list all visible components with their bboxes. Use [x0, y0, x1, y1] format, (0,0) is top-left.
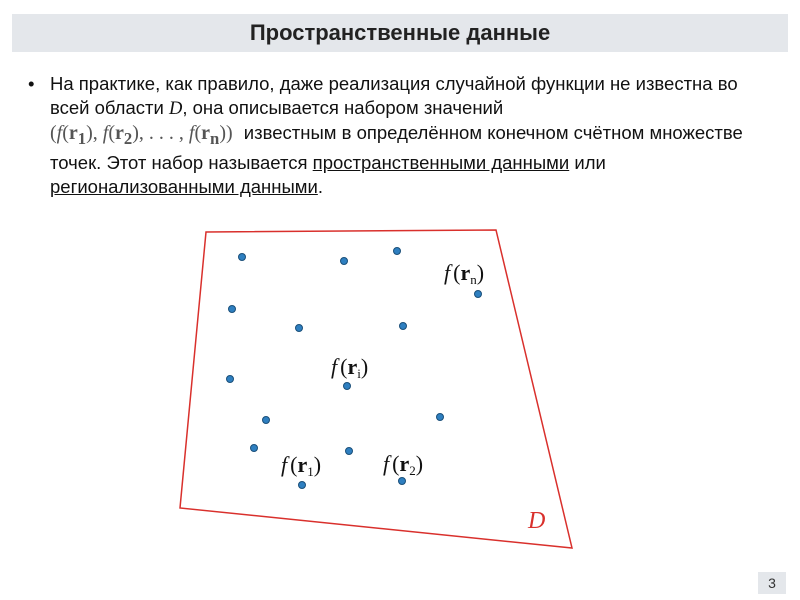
label-f-ri: f (ri) — [331, 354, 369, 381]
data-point — [239, 254, 246, 261]
data-point-rn — [475, 291, 482, 298]
region-boundary — [180, 230, 572, 548]
data-point — [400, 323, 407, 330]
term-spatial-data: пространственными данными — [312, 152, 570, 173]
data-point — [346, 448, 353, 455]
text-part-1: На практике, как правило, даже реализация случайной функции не известна во всей области — [50, 73, 738, 118]
data-point — [229, 306, 236, 313]
text-part-5: . — [317, 176, 323, 197]
text-part-3: известным в определённом конечном счётном множестве точек. Этот набор называется — [50, 122, 743, 173]
data-point — [341, 258, 348, 265]
data-point-ri — [344, 383, 351, 390]
term-regionalized-data: регионализованными данными — [50, 176, 318, 197]
data-point — [296, 325, 303, 332]
data-point — [263, 417, 270, 424]
label-f-r2: f (r2) — [383, 451, 424, 478]
data-point — [227, 376, 234, 383]
bullet-marker: • — [28, 73, 35, 94]
data-point — [437, 414, 444, 421]
data-point — [394, 248, 401, 255]
data-point — [251, 445, 258, 452]
slide-title: Пространственные данные — [249, 20, 551, 45]
region-label-d: D — [528, 508, 546, 534]
data-point-r1 — [299, 482, 306, 489]
value-sequence: ($f(r_1)$, $f(r_2)$, . . . , $f(r_n)$) — [50, 122, 233, 148]
label-f-r1: f (r1) — [281, 452, 322, 479]
text-part-2: , она описывается набором значений — [182, 97, 504, 118]
text-part-4: или — [569, 152, 606, 173]
domain-symbol: D — [168, 99, 183, 119]
data-point-r2 — [399, 478, 406, 485]
label-f-rn: f (rn) — [444, 260, 485, 287]
page-number: 3 — [758, 572, 786, 594]
